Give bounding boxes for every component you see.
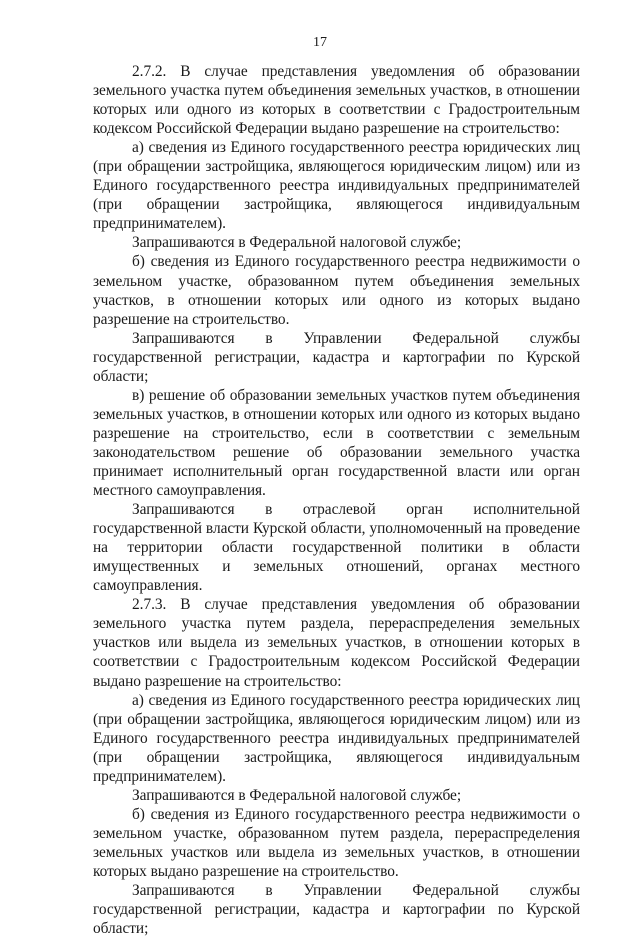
paragraph-request-source: Запрашиваются в Федеральной налоговой службе;: [132, 234, 462, 252]
paragraph-request-source: Запрашиваются в Федеральной налоговой службе;: [132, 786, 462, 804]
paragraph-2-7-3-intro: 2.7.3. В случае представления уведомления об образовании земельного участка путем раздела, перераспределения земельных участков или выдела из земельных участков, в отношении которых в соответствии с Градостроительным кодексом Российской Федерации выдано разрешение на строительство:: [93, 596, 580, 690]
paragraph-item-c: в) решение об образовании земельных участков путем объединения земельных участков, в отношении которых или одного из которых выдано разрешение на строительство, если в соответствии с земельным законодательством решение об образовании земельного участка принимает исполнительный орган государственной власти или орган местного самоуправления.: [93, 386, 580, 500]
paragraph-request-source: Запрашиваются в Управлении Федеральной службы государственной регистрации, кадастра и картографии по Курской области;: [93, 329, 580, 385]
document-body: [93, 62, 580, 938]
paragraph-request-source: Запрашиваются в Управлении Федеральной службы государственной регистрации, кадастра и картографии по Курской области;: [93, 882, 580, 938]
paragraph-request-source: Запрашиваются в отраслевой орган исполнительной государственной власти Курской области, уполномоченный на проведение на территории области государственной политики в области имущественных и земельных отношений, органах местного самоуправления.: [93, 501, 580, 595]
page-number: 17: [313, 35, 327, 50]
paragraph-item-b: б) сведения из Единого государственного реестра недвижимости о земельном участке, образованном путем объединения земельных участков, в отношении которых или одного из которых выдано разрешение на строительство.: [93, 253, 580, 328]
paragraph-item-a: а) сведения из Единого государственного реестра юридических лиц (при обращении застройщика, являющегося юридическим лицом) или из Единого государственного реестра индивидуальных предпринимателей (при обращении застройщика, являющегося индивидуальным предпринимателем).: [93, 139, 580, 233]
paragraph-2-7-2-intro: 2.7.2. В случае представления уведомления об образовании земельного участка путем объединения земельных участков, в отношении которых или одного из которых в соответствии с Градостроительным кодексом Российской Федерации выдано разрешение на строительство:: [93, 63, 580, 138]
paragraph-item-a: а) сведения из Единого государственного реестра юридических лиц (при обращении застройщика, являющегося юридическим лицом) или из Единого государственного реестра индивидуальных предпринимателей (при обращении застройщика, являющегося индивидуальным предпринимателем).: [93, 691, 580, 785]
paragraph-item-b: б) сведения из Единого государственного реестра недвижимости о земельном участке, образованном путем раздела, перераспределения земельных участков или выдела из земельных участков, в отношении которых выдано разрешение на строительство.: [93, 805, 580, 880]
